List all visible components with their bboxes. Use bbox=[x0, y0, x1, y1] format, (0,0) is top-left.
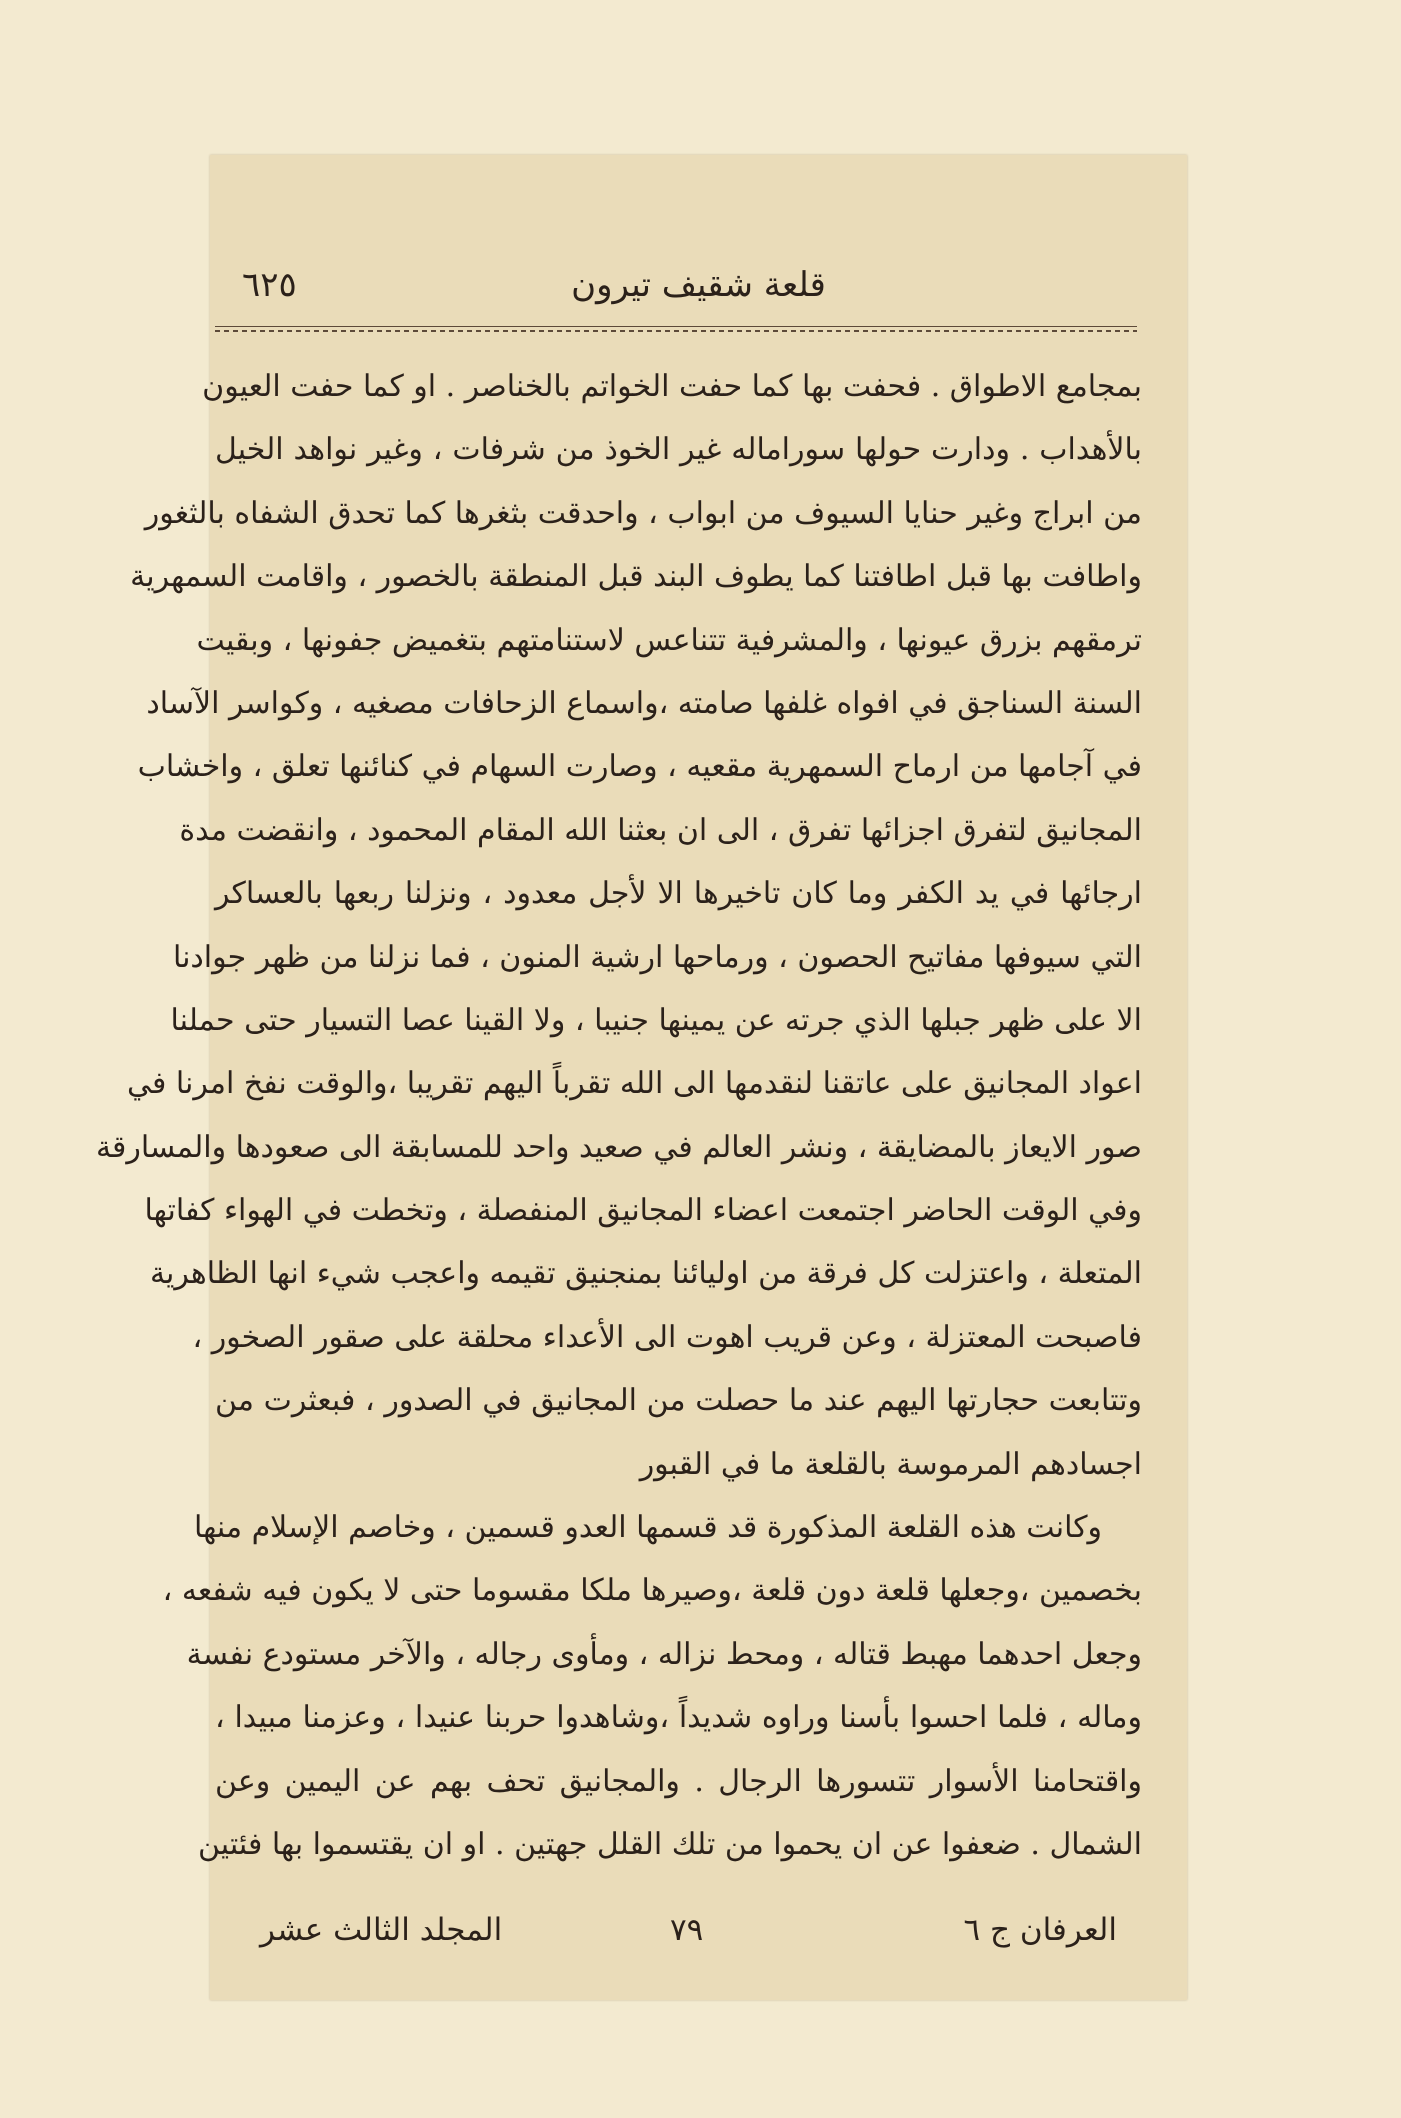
text-line: بالأهداب . ودارت حولها سوراماله غير الخوذ من شرفات ، وغير نواهد الخيل bbox=[215, 432, 1142, 468]
text-line: المجانيق لتفرق اجزائها تفرق ، الى ان بعثنا الله المقام المحمود ، وانقضت مدة bbox=[179, 812, 1142, 848]
text-line: من ابراج وغير حنايا السيوف من ابواب ، واحدقت بثغرها كما تحدق الشفاه بالثغور bbox=[144, 495, 1142, 531]
text-line: بمجامع الاطواق . فحفت بها كما حفت الخواتم بالخناصر . او كما حفت العيون bbox=[202, 369, 1142, 404]
paragraph-start-line: وكانت هذه القلعة المذكورة قد قسمها العدو قسمين ، وخاصم الإسلام منها bbox=[193, 1510, 1102, 1546]
volume-label: المجلد الثالث عشر bbox=[260, 1912, 503, 1948]
text-line: المتعلة ، واعتزلت كل فرقة من اوليائنا بمنجنيق تقيمه واعجب شيء انها الظاهرية bbox=[149, 1256, 1142, 1292]
text-line: بخصمين ،وجعلها قلعة دون قلعة ،وصيرها ملكا مقسوما حتى لا يكون فيه شفعه ، bbox=[162, 1573, 1142, 1609]
text-line: في آجامها من ارماح السمهرية مقعيه ، وصارت السهام في كنائنها تعلق ، واخشاب bbox=[137, 749, 1142, 785]
text-line: الشمال . ضعفوا عن ان يحموا من تلك القلل جهتين . او ان يقتسموا بها فئتين bbox=[197, 1826, 1142, 1862]
text-line: الا على ظهر جبلها الذي جرته عن يمينها جنيبا ، ولا القينا عصا التسيار حتى حملنا bbox=[170, 1002, 1142, 1038]
text-line: فاصبحت المعتزلة ، وعن قريب اهوت الى الأعداء محلقة على صقور الصخور ، bbox=[192, 1319, 1142, 1355]
text-line: واطافت بها قبل اطافتنا كما يطوف البند قبل المنطقة بالخصور ، واقامت السمهرية bbox=[130, 559, 1142, 595]
header-divider bbox=[215, 325, 1137, 333]
document-page bbox=[95, 155, 1187, 2000]
text-line: وماله ، فلما احسوا بأسنا وراوه شديداً ،وشاهدوا حربنا عنيدا ، وعزمنا مبيدا ، bbox=[215, 1700, 1142, 1736]
text-line: التي سيوفها مفاتيح الحصون ، ورماحها ارشية المنون ، فما نزلنا من ظهر جوادنا bbox=[172, 939, 1142, 975]
text-line: السنة السناجق في افواه غلفها صامته ،واسماع الزحافات مصغيه ، وكواسر الآساد bbox=[146, 685, 1142, 721]
page-footer bbox=[210, 1900, 1187, 1960]
page-header bbox=[210, 250, 1187, 320]
text-line: واقتحامنا الأسوار تتسورها الرجال . والمجانيق تحف بهم عن اليمين وعن bbox=[215, 1763, 1142, 1799]
page-number: ٦٢٥ bbox=[242, 265, 297, 305]
text-line: وتتابعت حجارتها اليهم عند ما حصلت من المجانيق في الصدور ، فبعثرت من bbox=[215, 1383, 1142, 1419]
folio-number: ٧٩ bbox=[670, 1912, 704, 1948]
running-title: قلعة شقيف تيرون bbox=[571, 265, 826, 305]
text-line: صور الايعاز بالمضايقة ، ونشر العالم في صعيد واحد للمسابقة الى صعودها والمسارقة bbox=[95, 1129, 1142, 1165]
text-line: ارجائها في يد الكفر وما كان تاخيرها الا لأجل معدود ، ونزلنا ربعها بالعساكر bbox=[215, 876, 1142, 912]
main-text bbox=[95, 355, 1142, 1876]
paragraph-end-line: اجسادهم المرموسة بالقلعة ما في القبور bbox=[639, 1446, 1142, 1482]
text-line: وفي الوقت الحاضر اجتمعت اعضاء المجانيق المنفصلة ، وتخطت في الهواء كفاتها bbox=[144, 1193, 1142, 1229]
journal-label: العرفان ج ٦ bbox=[963, 1912, 1117, 1948]
text-line: وجعل احدهما مهبط قتاله ، ومحط نزاله ، ومأوى رجاله ، والآخر مستودع نفسة bbox=[186, 1636, 1142, 1672]
text-line: ترمقهم بزرق عيونها ، والمشرفية تتناعس لاستنامتهم بتغميض جفونها ، وبقيت bbox=[196, 622, 1142, 658]
text-line: اعواد المجانيق على عاتقنا لنقدمها الى الله تقرباً اليهم تقريبا ،والوقت نفخ امرنا في bbox=[126, 1066, 1142, 1102]
